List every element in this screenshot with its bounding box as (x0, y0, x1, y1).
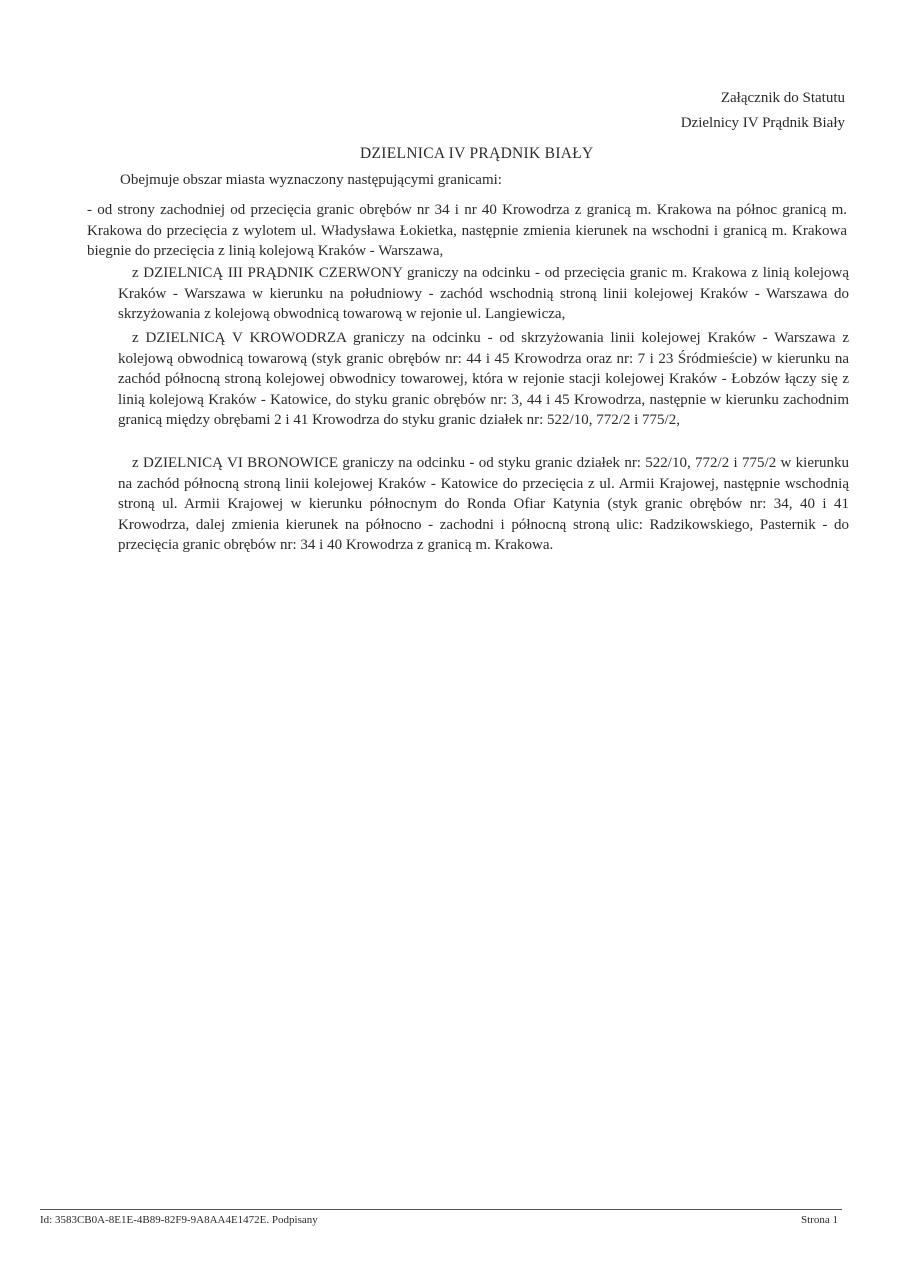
intro-text: Obejmuje obszar miasta wyznaczony następującymi granicami: (120, 172, 502, 188)
footer-page-number: Strona 1 (801, 1214, 838, 1226)
boundary-paragraph-pradnik-czerwony: z DZIELNICĄ III PRĄDNIK CZERWONY graniczy na odcinku - od przecięcia granic m. Krakowa z linią kolejową Kraków - Warszawa w kierunku na południowy - zachód wschodnią stroną linii kolejowej Kraków - Warszawa do skrzyżowania z kolejową obwodnicą towarową w rejonie ul. Langiewicza, (118, 265, 849, 322)
document-title: DZIELNICA IV PRĄDNIK BIAŁY (360, 145, 594, 162)
attachment-header (681, 86, 845, 136)
footer-divider (40, 1209, 842, 1210)
boundary-paragraph-west: - od strony zachodniej od przecięcia granic obrębów nr 34 i nr 40 Krowodrza z granicą m. Krakowa na północ granicą m. Krakowa do przecięcia z wylotem ul. Władysława Łokietka, następnie zmienia kierunek na wschodni i granicą m. Krakowa biegnie do przecięcia z linią kolejową Kraków - Warszawa, (87, 202, 847, 259)
boundary-paragraph-bronowice: z DZIELNICĄ VI BRONOWICE graniczy na odcinku - od styku granic działek nr: 522/10, 772/2 i 775/2 w kierunku na zachód północną stroną linii kolejowej Kraków - Katowice do przecięcia z ul. Armii Krajowej, następnie wschodnią stroną ul. Armii Krajowej w kierunku północnym do Ronda Ofiar Katynia (styk granic obrębów nr: 34, 40 i 41 Krowodrza, dalej zmienia kierunek na północno - zachodni i północną stroną ulic: Radzikowskiego, Pasternik - do przecięcia granic obrębów nr: 34 i 40 Krowodrza z granicą m. Krakowa. (118, 455, 849, 553)
footer-document-id: Id: 3583CB0A-8E1E-4B89-82F9-9A8AA4E1472E. Podpisany (40, 1214, 318, 1226)
attachment-line-2: Dzielnicy IV Prądnik Biały (680, 115, 845, 131)
boundary-paragraph-krowodrza: z DZIELNICĄ V KROWODRZA graniczy na odcinku - od skrzyżowania linii kolejowej Kraków - Warszawa z kolejową obwodnicą towarową (styk granic obrębów nr: 44 i 45 Krowodrza oraz nr: 7 i 23 Śródmieście) w kierunku na zachód północną stroną kolejowej obwodnicy towarowej, która w rejonie stacji kolejowej Kraków - Łobzów łączy się z linią kolejową Kraków - Katowice, do styku granic obrębów nr: 3, 44 i 45 Krowodrza, następnie w kierunku zachodnim granicą między obrębami 2 i 41 Krowodrza do styku granic działek nr: 522/10, 772/2 i 775/2, (118, 330, 849, 428)
attachment-line-1: Załącznik do Statutu (720, 90, 845, 106)
